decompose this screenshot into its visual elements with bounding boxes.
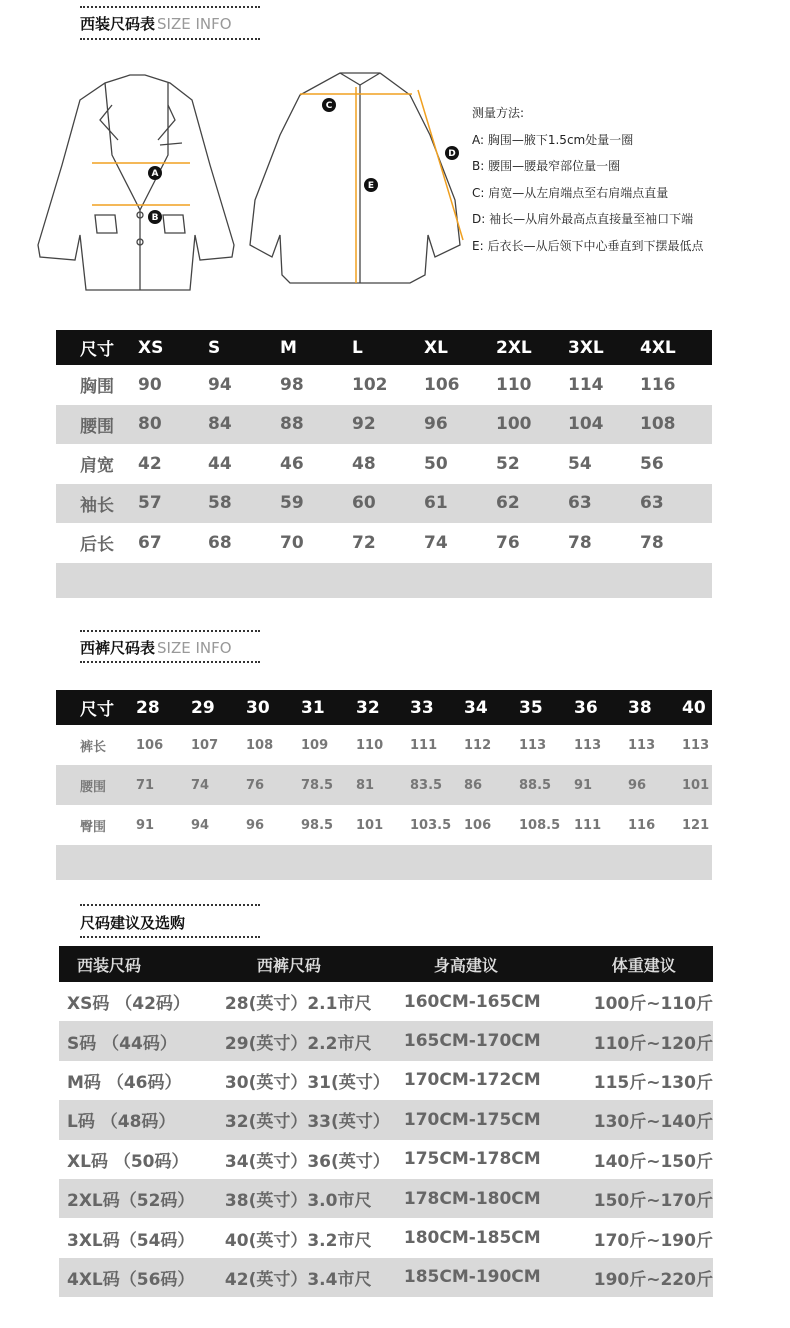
table-cell: 110	[496, 374, 532, 395]
section-divider	[80, 38, 260, 40]
table-cell: 78	[568, 532, 592, 553]
table-cell: 80	[138, 405, 208, 445]
table-cell: 56	[640, 453, 664, 474]
table-cell: 113	[519, 737, 547, 753]
header-cell: 29	[191, 690, 246, 725]
table-cell: 104	[568, 405, 640, 445]
table-cell: 96	[628, 765, 682, 805]
header-cell: L	[352, 330, 424, 365]
pants-size-table	[56, 690, 712, 880]
table-row	[56, 444, 712, 484]
table-cell: 86	[464, 765, 519, 805]
marker-a-label: A	[151, 169, 159, 179]
table-cell: 175CM-178CM	[403, 1149, 541, 1170]
table-cell: 48	[352, 453, 376, 474]
table-cell: 42	[138, 453, 162, 474]
table-row	[59, 1140, 713, 1179]
jacket-front-outline	[38, 75, 234, 290]
jacket-size-table	[56, 330, 712, 598]
table-cell: 103.5	[410, 817, 452, 833]
table-cell: 90	[138, 374, 162, 395]
table-cell: 111	[410, 737, 438, 753]
table-cell: 58	[208, 484, 280, 524]
table-cell: 108	[640, 405, 712, 445]
table-cell: 100	[496, 405, 568, 445]
table-row	[59, 1218, 713, 1257]
table-cell: 2XL码（52码）	[59, 1179, 221, 1218]
table-cell: 91	[574, 765, 628, 805]
header-cell: 尺寸	[56, 330, 138, 365]
table-cell: 72	[352, 532, 376, 553]
header-cell: 33	[410, 690, 464, 725]
table-cell: 98	[280, 374, 304, 395]
row-label: 胸围	[80, 377, 114, 398]
table-cell: 42(英寸）3.4市尺	[221, 1258, 399, 1297]
empty-row	[56, 563, 712, 598]
table-cell: S码 （44码）	[59, 1021, 221, 1060]
header-cell: 31	[301, 690, 356, 725]
table-cell: 108	[246, 737, 274, 753]
table-cell: 114	[568, 374, 604, 395]
table-header-row	[56, 330, 712, 365]
marker-b-label: B	[151, 213, 159, 223]
header-cell: 35	[519, 690, 574, 725]
header-cell: 3XL	[568, 330, 640, 365]
header-cell: S	[208, 330, 280, 365]
title-cn: 西装尺码表	[80, 15, 156, 33]
table-cell: 3XL码（54码）	[67, 1230, 195, 1251]
table-cell: 29(英寸）2.2市尺	[221, 1021, 399, 1060]
title-cn: 西裤尺码表	[80, 639, 156, 657]
table-cell: 150斤~170斤	[589, 1179, 713, 1218]
jacket-size-title	[80, 13, 232, 34]
table-cell: 46	[280, 453, 304, 474]
size-advice-table	[59, 946, 713, 1297]
table-cell: 170斤~190斤	[593, 1230, 713, 1251]
table-cell: 76	[496, 532, 520, 553]
table-cell: 81	[356, 765, 410, 805]
row-label: 肩宽	[80, 456, 114, 477]
table-cell: 54	[568, 453, 592, 474]
legend-item: E: 后衣长—从后领下中心垂直到下摆最低点	[472, 238, 704, 253]
table-cell: 4XL码（56码）	[59, 1258, 221, 1297]
title-en: SIZE INFO	[157, 15, 232, 33]
table-cell: 68	[208, 532, 232, 553]
table-cell: 101	[356, 817, 384, 833]
table-cell: 110斤~120斤	[589, 1021, 713, 1060]
table-cell: 38(英寸）3.0市尺	[221, 1179, 399, 1218]
table-cell: 94	[208, 374, 232, 395]
header-cell: 身高建议	[399, 946, 589, 982]
table-row	[56, 523, 712, 563]
table-cell: 108.5	[519, 817, 561, 833]
table-cell: 62	[496, 484, 568, 524]
row-label: 腰围	[56, 405, 138, 445]
table-cell: 178CM-180CM	[399, 1179, 589, 1218]
table-cell: 109	[301, 737, 329, 753]
table-cell: XS码 （42码）	[67, 994, 190, 1015]
table-row	[56, 765, 712, 805]
table-cell: 112	[464, 737, 492, 753]
legend-item: A: 胸围—腋下1.5cm处量一圈	[472, 132, 634, 147]
table-cell: 100斤~110斤	[593, 994, 713, 1015]
row-label: 臀围	[80, 819, 107, 835]
table-row	[59, 982, 713, 1021]
section-divider	[80, 6, 260, 8]
table-header-row	[59, 946, 713, 982]
table-cell: L码 （48码）	[59, 1100, 221, 1139]
table-row	[56, 365, 712, 405]
header-cell: 西裤尺码	[221, 946, 399, 982]
table-cell: 106	[464, 817, 492, 833]
table-cell: M码 （46码）	[67, 1072, 182, 1093]
table-cell: 107	[191, 737, 219, 753]
table-cell: 102	[352, 374, 388, 395]
table-cell: 160CM-165CM	[403, 991, 541, 1012]
table-cell: 59	[280, 484, 352, 524]
table-cell: 91	[136, 817, 155, 833]
header-cell: 40	[682, 690, 712, 725]
table-row	[59, 1061, 713, 1100]
table-cell: 96	[246, 817, 265, 833]
title-en: SIZE INFO	[157, 639, 232, 657]
table-cell: 57	[138, 484, 208, 524]
table-cell: 83.5	[410, 765, 464, 805]
table-cell: 63	[568, 484, 640, 524]
table-cell: 76	[246, 765, 301, 805]
header-cell: 尺寸	[56, 690, 136, 725]
header-cell: XL	[424, 330, 496, 365]
section-divider	[80, 936, 260, 938]
table-cell: 170CM-175CM	[399, 1100, 589, 1139]
header-cell: 36	[574, 690, 628, 725]
legend-item: D: 袖长—从肩外最高点直接量至袖口下端	[472, 212, 694, 226]
jacket-back-outline	[250, 73, 460, 283]
table-cell: 106	[424, 374, 460, 395]
table-cell: 84	[208, 405, 280, 445]
table-cell: 115斤~130斤	[593, 1072, 713, 1093]
table-cell: 67	[138, 532, 162, 553]
table-cell: 60	[352, 484, 424, 524]
table-cell: 40(英寸）3.2市尺	[224, 1230, 372, 1251]
header-cell: 32	[356, 690, 410, 725]
table-cell: 94	[191, 817, 210, 833]
table-cell: 113	[682, 737, 710, 753]
table-row	[59, 1179, 713, 1218]
header-cell: M	[280, 330, 352, 365]
header-cell: 2XL	[496, 330, 568, 365]
table-cell: 92	[352, 405, 424, 445]
section-divider	[80, 630, 260, 632]
table-cell: 74	[191, 765, 246, 805]
legend-item: B: 腰围—腰最窄部位量一圈	[472, 159, 621, 173]
pants-size-title	[80, 637, 232, 658]
table-row	[56, 725, 712, 765]
table-row	[59, 1100, 713, 1139]
table-cell: 71	[136, 765, 191, 805]
table-cell: 63	[640, 484, 712, 524]
table-cell: XL码 （50码）	[67, 1151, 189, 1172]
table-cell: 121	[682, 817, 710, 833]
table-cell: 180CM-185CM	[403, 1228, 541, 1249]
section-divider	[80, 904, 260, 906]
header-cell: XS	[138, 330, 208, 365]
row-label: 腰围	[56, 765, 136, 805]
row-label: 袖长	[56, 484, 138, 524]
table-cell: 113	[574, 737, 602, 753]
header-cell: 西装尺码	[59, 946, 221, 982]
table-row	[59, 1258, 713, 1297]
table-cell: 185CM-190CM	[399, 1258, 589, 1297]
table-cell: 113	[628, 737, 656, 753]
table-cell: 101	[682, 765, 712, 805]
table-row	[56, 405, 712, 445]
table-cell: 116	[640, 374, 676, 395]
empty-row	[56, 845, 712, 880]
table-cell: 165CM-170CM	[399, 1021, 589, 1060]
header-cell: 4XL	[640, 330, 712, 365]
table-cell: 44	[208, 453, 232, 474]
header-cell: 34	[464, 690, 519, 725]
table-header-row	[56, 690, 712, 725]
table-cell: 88	[280, 405, 352, 445]
header-cell: 体重建议	[589, 946, 713, 982]
measurement-method-legend	[472, 100, 703, 259]
marker-e-label: E	[367, 181, 375, 191]
table-cell: 78.5	[301, 765, 356, 805]
table-cell: 50	[424, 453, 448, 474]
table-cell: 30(英寸）31(英寸）	[224, 1072, 390, 1093]
table-cell: 190斤~220斤	[589, 1258, 713, 1297]
table-row	[56, 805, 712, 845]
table-cell: 96	[424, 405, 496, 445]
legend-heading: 测量方法:	[472, 106, 525, 120]
marker-c-label: C	[325, 101, 333, 111]
table-cell: 88.5	[519, 765, 574, 805]
table-cell: 61	[424, 484, 496, 524]
section-divider	[80, 661, 260, 663]
legend-item: C: 肩宽—从左肩端点至右肩端点直量	[472, 185, 669, 200]
row-label: 裤长	[80, 739, 107, 755]
table-cell: 98.5	[301, 817, 334, 833]
table-cell: 70	[280, 532, 304, 553]
table-row	[56, 484, 712, 524]
header-cell: 28	[136, 690, 191, 725]
table-cell: 28(英寸）2.1市尺	[224, 994, 372, 1015]
row-label: 后长	[80, 535, 114, 556]
table-cell: 170CM-172CM	[403, 1070, 541, 1091]
header-cell: 30	[246, 690, 301, 725]
advice-title: 尺码建议及选购	[80, 914, 186, 932]
table-cell: 106	[136, 737, 164, 753]
table-cell: 78	[640, 532, 664, 553]
table-cell: 130斤~140斤	[589, 1100, 713, 1139]
table-cell: 111	[574, 817, 602, 833]
table-cell: 140斤~150斤	[593, 1151, 713, 1172]
marker-d-label: D	[448, 149, 456, 159]
table-cell: 32(英寸）33(英寸）	[221, 1100, 399, 1139]
table-cell: 110	[356, 737, 384, 753]
table-cell: 34(英寸）36(英寸）	[224, 1151, 390, 1172]
table-row	[59, 1021, 713, 1060]
table-cell: 52	[496, 453, 520, 474]
table-cell: 74	[424, 532, 448, 553]
header-cell: 38	[628, 690, 682, 725]
table-cell: 116	[628, 817, 656, 833]
